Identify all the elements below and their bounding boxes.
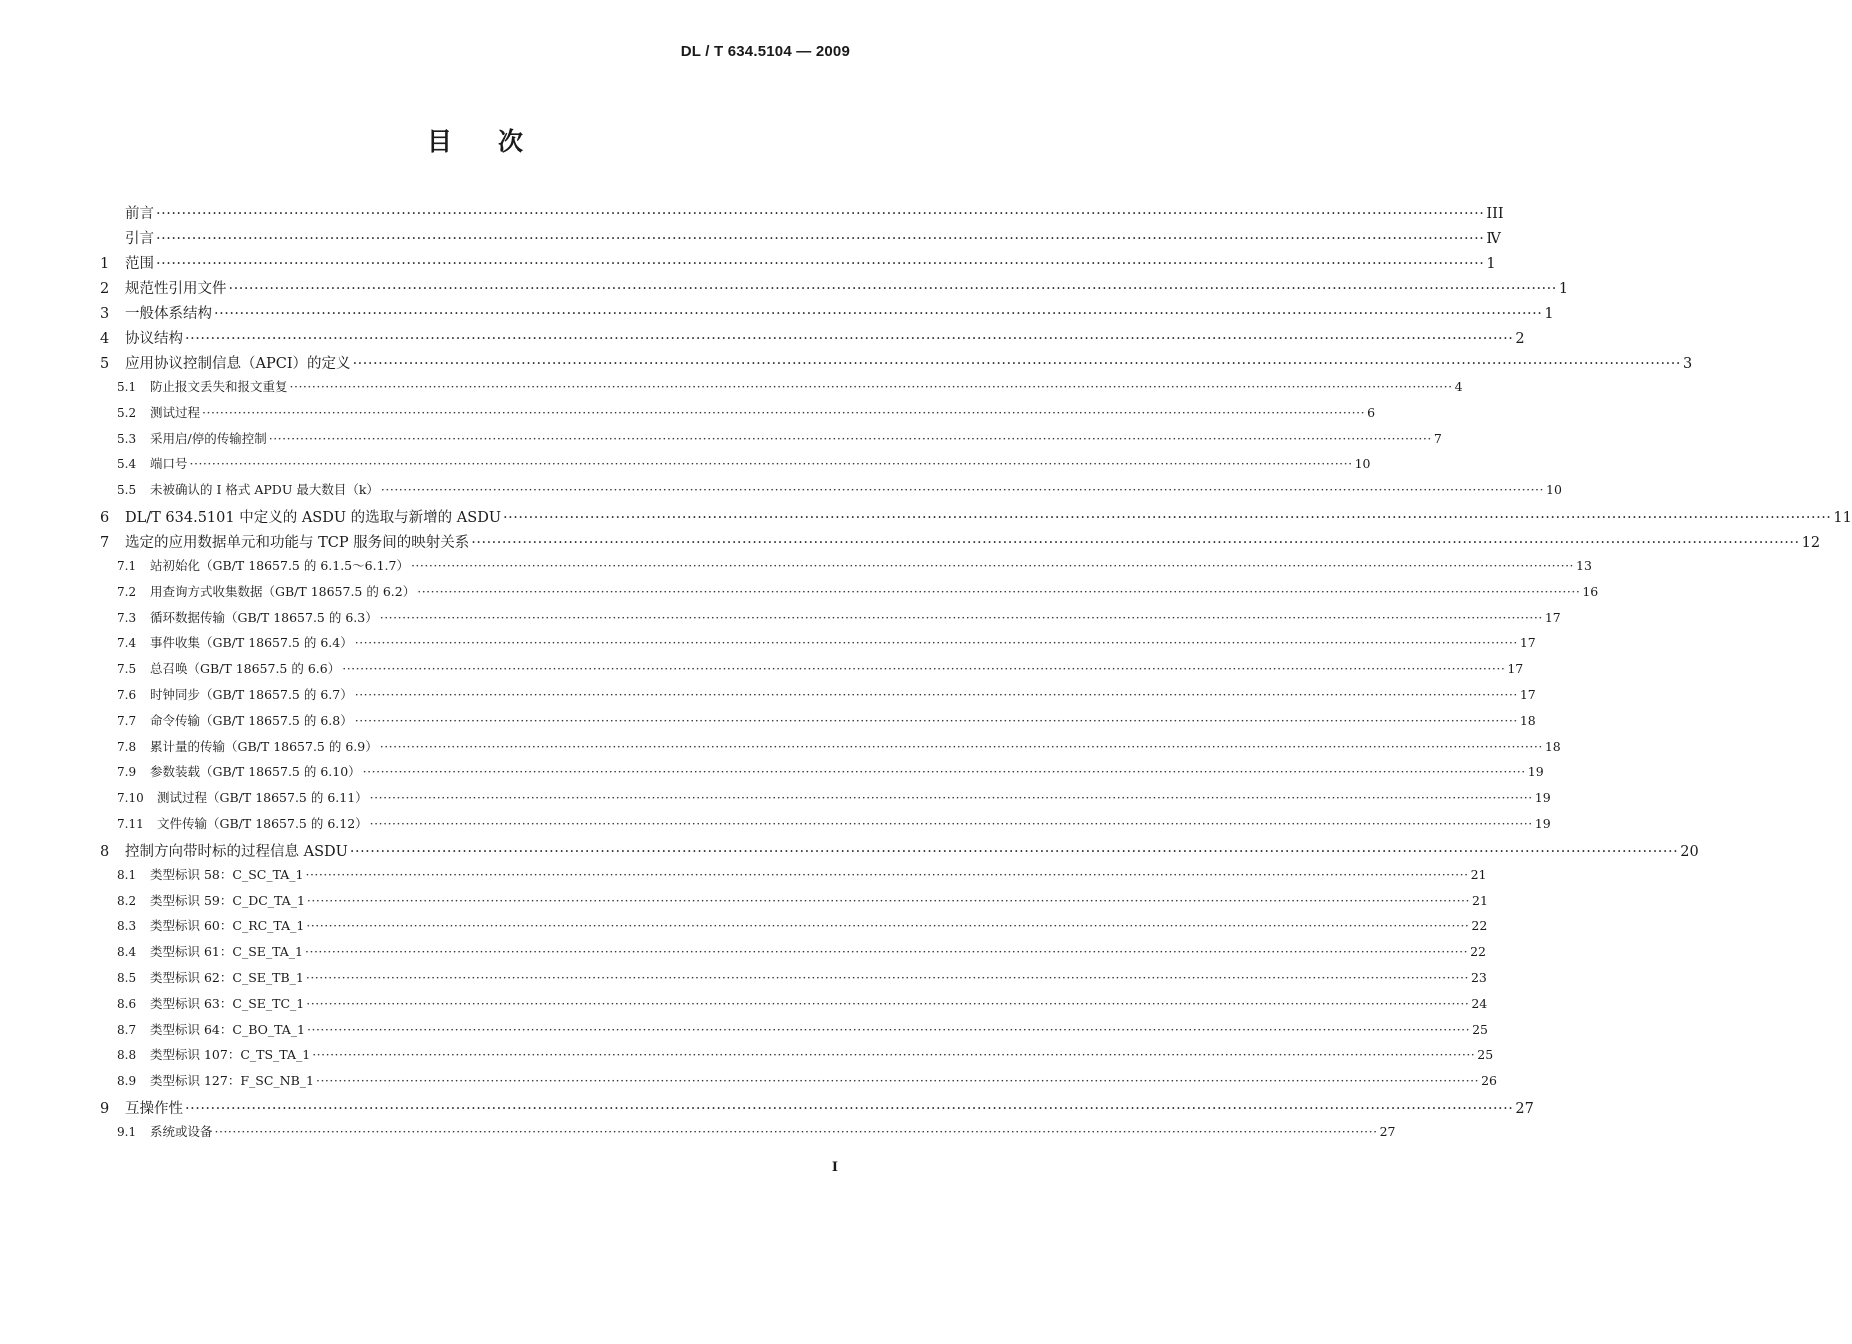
toc-entry-title: 类型标识 107：C_TS_TA_1 (150, 1047, 311, 1063)
dot-leader: ···································································································································································································································································· (156, 256, 1485, 272)
toc-entry-page: 27 (1515, 1100, 1534, 1117)
toc-entry-number: 7.7 (117, 713, 137, 728)
toc-entry-page: 25 (1472, 1021, 1488, 1037)
toc-entry[interactable] (100, 403, 1376, 429)
toc-entry[interactable] (100, 1097, 1534, 1122)
toc-entry-number: 8.9 (117, 1074, 137, 1089)
dot-leader: ···································································································································································································································································· (228, 281, 1557, 297)
toc-entry-title: 未被确认的 I 格式 APDU 最大数目（k） (150, 482, 379, 498)
toc-entry-page: 19 (1534, 815, 1551, 831)
dot-leader: ···································································································································································································································································· (189, 456, 1353, 472)
dot-leader: ···································································································································································································································································· (417, 583, 1581, 599)
toc-entry[interactable] (100, 506, 1852, 531)
toc-entry-page: 13 (1576, 557, 1592, 573)
toc-entry-number: 8 (100, 843, 110, 860)
dot-leader: ···································································································································································································································································· (352, 356, 1681, 372)
toc-entry-page: 12 (1801, 534, 1821, 551)
toc-entry[interactable] (100, 377, 1463, 403)
toc-entry[interactable] (100, 582, 1599, 608)
toc-entry[interactable] (100, 994, 1488, 1020)
toc-entry-number: 7.2 (117, 584, 137, 599)
toc-entry-number: 1 (100, 256, 110, 272)
toc-entry-page: 19 (1534, 790, 1551, 806)
dot-leader: ···································································································································································································································································· (305, 866, 1469, 882)
toc-entry-title: 累计量的传输（GB/T 18657.5 的 6.9） (150, 738, 378, 754)
toc-entry-number: 8.5 (117, 970, 137, 985)
toc-entry[interactable] (100, 1045, 1494, 1071)
toc-entry-number: 9 (100, 1100, 110, 1117)
toc-entry-page: 20 (1680, 843, 1699, 860)
toc-entry-number: 8.4 (117, 945, 137, 960)
toc-entry[interactable] (100, 968, 1487, 994)
toc-entry-title: 循环数据传输（GB/T 18657.5 的 6.3） (150, 609, 378, 625)
dot-leader: ···································································································································································································································································· (312, 1047, 1476, 1063)
toc-entry-title: 类型标识 127：F_SC_NB_1 (150, 1073, 314, 1089)
toc-entry-number: 7.8 (117, 739, 137, 754)
dot-leader: ···································································································································································································································································· (471, 534, 1800, 551)
toc-entry-page: 17 (1519, 635, 1536, 651)
toc-entry-number: 7.1 (117, 558, 137, 573)
toc-entry-number: 6 (100, 509, 110, 526)
toc-entry-title: 防止报文丢失和报文重复 (150, 379, 288, 394)
toc-entry[interactable] (100, 891, 1488, 917)
page-number: I (831, 1160, 838, 1175)
toc-entry-page: 1 (1544, 306, 1554, 322)
toc-entry-number: 7.5 (117, 662, 137, 677)
toc-entry[interactable] (100, 659, 1524, 685)
toc-entry-number: 9.1 (117, 1124, 137, 1139)
table-of-contents (100, 202, 1852, 1148)
dot-leader: ···································································································································································································································································· (185, 331, 1514, 347)
dot-leader: ···································································································································································································································································· (379, 609, 1543, 625)
dot-leader: ···································································································································································································································································· (315, 1073, 1480, 1089)
toc-entry-number: 7.6 (117, 687, 137, 702)
toc-entry-title: 端口号 (150, 456, 188, 472)
toc-entry-page: 4 (1454, 379, 1463, 394)
toc-entry-title: 引言 (125, 231, 154, 247)
dot-leader: ···································································································································································································································································· (369, 790, 1533, 806)
toc-entry-number: 5.3 (117, 431, 137, 446)
toc-entry-page: 11 (1833, 509, 1852, 526)
toc-entry[interactable] (100, 454, 1371, 480)
toc-entry-number: 8.7 (117, 1022, 137, 1037)
toc-entry-number: 5 (100, 356, 110, 372)
toc-entry-title: 类型标识 63：C_SE_TC_1 (150, 995, 305, 1011)
toc-entry-title: 规范性引用文件 (125, 281, 227, 297)
toc-entry-title: 时钟同步（GB/T 18657.5 的 6.7） (150, 686, 353, 702)
toc-entry-page: 21 (1470, 866, 1487, 882)
toc-entry[interactable] (100, 1122, 1396, 1148)
toc-entry[interactable] (100, 531, 1821, 556)
page-title: 目次 (426, 127, 569, 156)
toc-entry-title: 参数装载（GB/T 18657.5 的 6.10） (150, 764, 361, 780)
dot-leader: ···································································································································································································································································· (306, 918, 1470, 934)
toc-entry-number: 8.3 (117, 919, 137, 934)
toc-entry-page: 19 (1527, 764, 1544, 780)
dot-leader: ···································································································································································································································································· (369, 815, 1533, 831)
dot-leader: ···································································································································································································································································· (354, 712, 1518, 728)
toc-entry-number: 7.10 (117, 791, 144, 806)
toc-entry[interactable] (100, 942, 1487, 968)
toc-entry-number: 8.6 (117, 996, 137, 1011)
toc-entry-number: 7.9 (117, 765, 137, 780)
toc-entry-title: 类型标识 62：C_SE_TB_1 (150, 969, 304, 985)
toc-entry-page: 1 (1486, 256, 1496, 272)
toc-entry-title: 前言 (125, 206, 154, 222)
toc-entry-page: 24 (1471, 995, 1488, 1011)
toc-entry-number: 4 (100, 331, 110, 347)
toc-entry-page: 6 (1367, 404, 1376, 420)
toc-entry-number: 5.2 (117, 405, 137, 420)
toc-entry-title: 类型标识 60：C_RC_TA_1 (150, 918, 305, 934)
toc-entry[interactable] (100, 1020, 1488, 1046)
toc-entry-title: 控制方向带时标的过程信息 ASDU (125, 843, 348, 860)
toc-entry[interactable] (100, 814, 1551, 840)
toc-entry-page: 7 (1433, 430, 1442, 446)
toc-entry[interactable] (100, 865, 1487, 891)
toc-entry-number: 5.4 (117, 457, 137, 472)
toc-entry-page: 27 (1379, 1123, 1396, 1139)
toc-entry[interactable] (100, 227, 1501, 252)
toc-entry-number: 5.5 (117, 483, 137, 498)
toc-entry-number: 8.2 (117, 893, 137, 908)
toc-entry[interactable] (100, 480, 1562, 506)
toc-entry-number: 7.4 (117, 636, 137, 651)
toc-entry-number: 7.11 (117, 816, 144, 831)
toc-entry-title: 命令传输（GB/T 18657.5 的 6.8） (150, 712, 353, 728)
toc-entry[interactable] (100, 302, 1554, 327)
dot-leader: ···································································································································································································································································· (354, 635, 1518, 651)
dot-leader: ···································································································································································································································································· (185, 1100, 1514, 1117)
toc-entry-title: DL/T 634.5101 中定义的 ASDU 的选取与新增的 ASDU (125, 509, 502, 526)
dot-leader: ···································································································································································································································································· (380, 482, 1544, 498)
toc-entry[interactable] (100, 633, 1536, 659)
toc-entry-title: 系统或设备 (150, 1123, 213, 1139)
toc-entry[interactable] (100, 762, 1544, 788)
toc-entry-number: 8.1 (117, 867, 137, 882)
toc-entry-page: 1 (1558, 281, 1569, 297)
toc-entry-page: 2 (1515, 331, 1525, 347)
dot-leader: ···································································································································································································································································· (307, 1021, 1471, 1037)
toc-entry-title: 站初始化（GB/T 18657.5 的 6.1.5～6.1.7） (150, 557, 409, 573)
toc-entry-page: 23 (1470, 969, 1487, 985)
dot-leader: ···································································································································································································································································· (362, 764, 1526, 780)
toc-entry-page: 18 (1544, 738, 1561, 754)
dot-leader: ···································································································································································································································································· (354, 686, 1518, 702)
toc-entry-title: 应用协议控制信息（APCI）的定义 (125, 356, 351, 372)
toc-entry-number: 8.8 (117, 1048, 137, 1063)
toc-entry[interactable] (100, 202, 1504, 227)
toc-entry-page: 25 (1477, 1047, 1494, 1063)
toc-entry-page: III (1486, 206, 1504, 222)
dot-leader: ···································································································································································································································································· (214, 1123, 1378, 1139)
toc-entry-page: 16 (1582, 583, 1599, 599)
toc-entry[interactable] (100, 252, 1496, 277)
dot-leader: ···································································································································································································································································· (156, 231, 1485, 247)
toc-entry-title: 总召唤（GB/T 18657.5 的 6.6） (150, 661, 341, 677)
dot-leader: ···································································································································································································································································· (305, 944, 1469, 960)
toc-entry-title: 互操作性 (125, 1100, 183, 1117)
toc-entry-page: 10 (1354, 456, 1371, 472)
toc-entry[interactable] (100, 788, 1551, 814)
toc-entry-number: 7.3 (117, 610, 137, 625)
toc-entry[interactable] (100, 556, 1592, 582)
toc-entry-title: 类型标识 64：C_BO_TA_1 (150, 1021, 305, 1037)
toc-entry-title: 类型标识 58：C_SC_TA_1 (150, 866, 304, 882)
toc-entry-number: 5.1 (117, 380, 137, 394)
dot-leader: ···································································································································································································································································· (342, 661, 1506, 677)
toc-entry-number: 7 (100, 534, 110, 551)
dot-leader: ···································································································································································································································································· (289, 379, 1453, 394)
toc-entry[interactable] (100, 352, 1693, 377)
toc-entry-title: 选定的应用数据单元和功能与 TCP 服务间的映射关系 (125, 534, 470, 551)
toc-entry[interactable] (100, 608, 1561, 634)
toc-entry[interactable] (100, 711, 1536, 737)
dot-leader: ···································································································································································································································································· (305, 969, 1469, 985)
dot-leader: ···································································································································································································································································· (306, 892, 1471, 908)
toc-entry-title: 协议结构 (125, 331, 183, 347)
dot-leader: ···································································································································································································································································· (379, 738, 1543, 754)
toc-entry-title: 用查询方式收集数据（GB/T 18657.5 的 6.2） (150, 583, 416, 599)
toc-entry-page: 17 (1544, 609, 1561, 625)
toc-entry-page: 21 (1472, 892, 1488, 908)
toc-entry-page: 22 (1471, 918, 1488, 934)
dot-leader: ···································································································································································································································································· (410, 557, 1575, 573)
toc-entry-title: 测试过程 (150, 404, 201, 420)
toc-entry[interactable] (100, 916, 1488, 942)
toc-entry-title: 测试过程（GB/T 18657.5 的 6.11） (157, 790, 368, 806)
toc-entry[interactable] (100, 1071, 1497, 1097)
toc-entry[interactable] (100, 737, 1561, 763)
toc-entry-number: 2 (100, 281, 110, 297)
toc-entry[interactable] (100, 277, 1569, 302)
dot-leader: ···································································································································································································································································· (349, 843, 1679, 860)
toc-entry[interactable] (100, 429, 1442, 455)
toc-entry-page: 10 (1546, 482, 1562, 498)
toc-entry-page: 22 (1470, 944, 1487, 960)
toc-entry-title: 类型标识 59：C_DC_TA_1 (150, 892, 305, 908)
toc-entry-page: 18 (1519, 712, 1536, 728)
dot-leader: ···································································································································································································································································· (202, 404, 1366, 420)
dot-leader: ···································································································································································································································································· (268, 430, 1432, 446)
toc-entry-title: 范围 (125, 256, 154, 272)
dot-leader: ···································································································································································································································································· (214, 306, 1543, 322)
toc-entry-title: 类型标识 61：C_SE_TA_1 (150, 944, 304, 960)
toc-entry[interactable] (100, 327, 1525, 352)
toc-entry-page: Ⅳ (1486, 231, 1501, 247)
toc-entry-title: 一般体系结构 (125, 306, 212, 322)
toc-entry-number: 3 (100, 306, 110, 322)
toc-entry-title: 文件传输（GB/T 18657.5 的 6.12） (157, 815, 368, 831)
toc-entry-page: 17 (1507, 661, 1524, 677)
toc-entry[interactable] (100, 685, 1536, 711)
toc-entry-page: 26 (1481, 1073, 1497, 1089)
toc-entry-page: 17 (1519, 686, 1536, 702)
toc-entry-page: 3 (1682, 356, 1693, 372)
dot-leader: ···································································································································································································································································· (156, 206, 1485, 222)
toc-entry-title: 采用启/停的传输控制 (150, 430, 267, 446)
dot-leader: ···································································································································································································································································· (503, 509, 1832, 526)
toc-entry-title: 事件收集（GB/T 18657.5 的 6.4） (150, 635, 353, 651)
dot-leader: ···································································································································································································································································· (306, 995, 1470, 1011)
toc-entry[interactable] (100, 840, 1699, 865)
document-number: DL / T 634.5104 — 2009 (680, 43, 850, 60)
